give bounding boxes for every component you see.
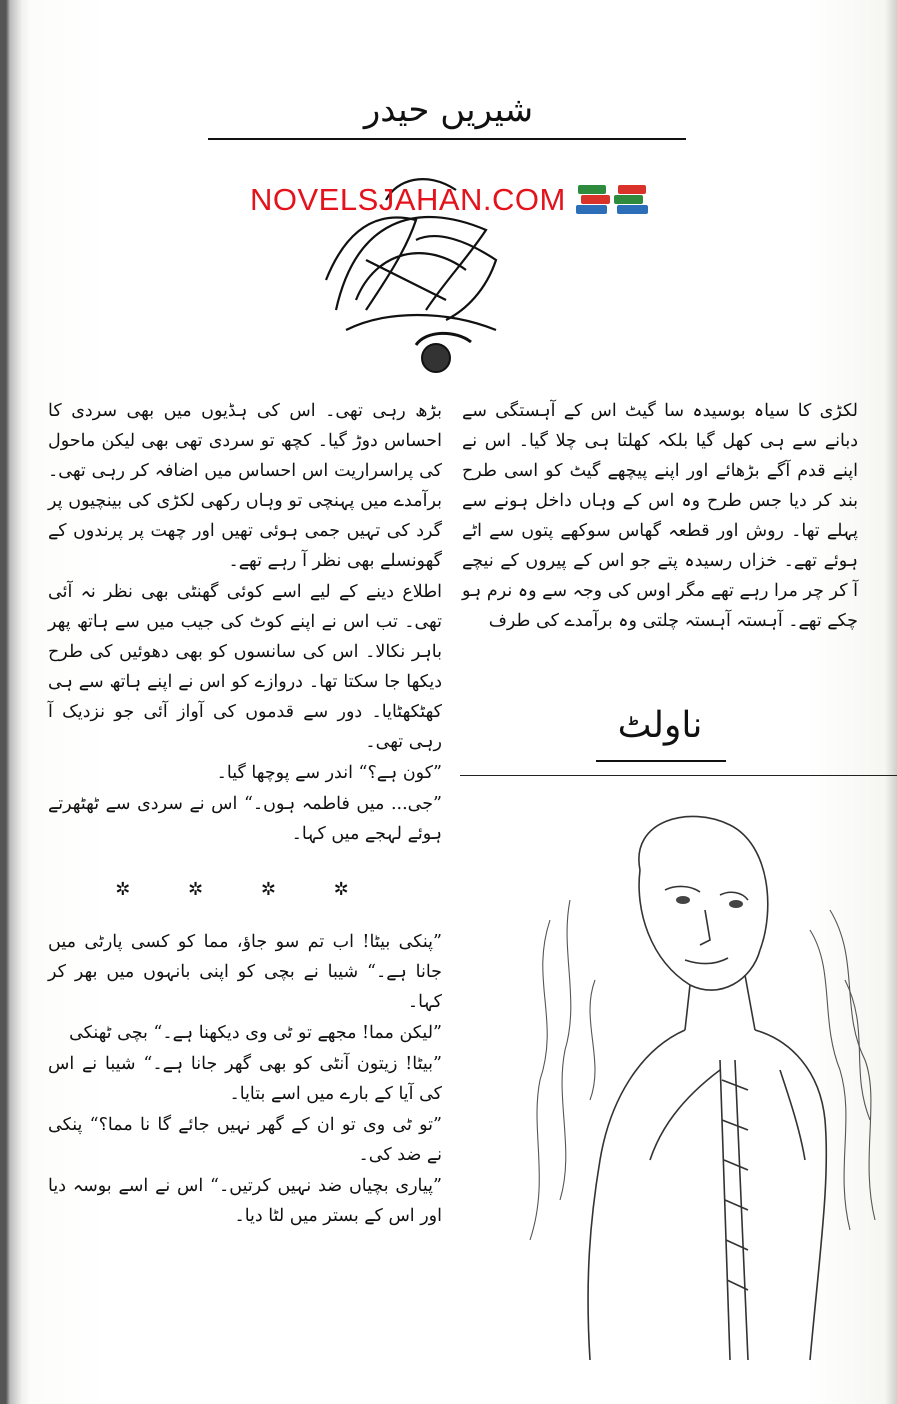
books-icon	[576, 185, 648, 215]
scene-break-stars: ✲ ✲ ✲ ✲	[115, 879, 375, 900]
paragraph: لکڑی کا سیاہ بوسیدہ سا گیٹ اس کے آہستگی سے دبانے سے ہی کھل گیا بلکہ کھلتا ہی چلا گیا۔ اس نے اپنے قدم آگے بڑھائے اور اپنے پیچھے گیٹ کو اسی طرح بند کر دیا جس طرح وہ اس کے وہاں داخل ہونے سے پہلے تھا۔ روش اور قطعہ گھاس سوکھے پتوں سے اٹے ہوئے تھے۔ خزاں رسیدہ پتے جو اس کے پیروں کے نیچے آ کر چر مرا رہے تھے مگر اوس کی وجہ سے وہ نرم ہو چکے تھے۔ آہستہ آہستہ چلتی وہ برآمدے کی طرف	[462, 401, 858, 631]
dialogue-line: ”پنکی بیٹا! اب تم سو جاؤ، مما کو کسی پارٹی میں جانا ہے۔“ شیبا نے بچی کو اپنی بانہوں میں بھر کر کہا۔	[48, 932, 442, 1012]
right-text-column	[462, 396, 858, 637]
dialogue-line: ”جی... میں فاطمہ ہوں۔“ اس نے سردی سے ٹھٹھرتے ہوئے لہجے میں کہا۔	[48, 794, 442, 844]
binding-shadow	[0, 0, 30, 1404]
section-label: ناولٹ	[617, 705, 703, 746]
dialogue-line: ”لیکن مما! مجھے تو ٹی وی دیکھنا ہے۔“ بچی ٹھنکی	[69, 1023, 442, 1043]
dialogue-line: ”تو ٹی وی تو ان کے گھر نہیں جائے گا نا مما؟“ پنکی نے ضد کی۔	[48, 1115, 442, 1165]
left-text-column	[48, 396, 442, 1232]
dialogue-line: ”کون ہے؟“ اندر سے پوچھا گیا۔	[216, 763, 442, 783]
dialogue-line: ”پیاری بچیاں ضد نہیں کرتیں۔“ اس نے اسے بوسہ دیا اور اس کے بستر میں لٹا دیا۔	[48, 1176, 442, 1226]
watermark	[250, 178, 690, 222]
header-rule	[208, 138, 686, 140]
section-underline	[596, 760, 726, 762]
section-divider-rule	[460, 775, 897, 776]
paragraph: بڑھ رہی تھی۔ اس کی ہڈیوں میں بھی سردی کا احساس دوڑ گیا۔ کچھ تو سردی تھی بھی لیکن ماحول کی پراسراریت اس احساس میں اضافہ کر رہی تھی۔ برآمدے میں پہنچی تو وہاں رکھی لکڑی کی بینچیوں پر گرد کی تہیں جمی ہوئی تھیں اور چھت پر پرندوں کے گھونسلے بھی نظر آ رہے تھے۔	[48, 401, 442, 571]
paragraph: اطلاع دینے کے لیے اسے کوئی گھنٹی بھی نظر نہ آئی تھی۔ تب اس نے اپنے کوٹ کی جیب میں سے ہاتھ پھر باہر نکالا۔ اس کی سانسوں کو بھی دھوئیں کی طرح دیکھا جا سکتا تھا۔ دروازے کو اس نے اپنے ہاتھ سے ہی کھٹکھٹایا۔ دور سے قدموں کی آواز آئی جو نزدیک آ رہی تھی۔	[48, 582, 442, 752]
author-name: شیریں حیدر	[363, 90, 534, 130]
watermark-text: NOVELSJAHAN.COM	[250, 182, 566, 217]
woman-sketch-illustration	[490, 800, 890, 1400]
dialogue-line: ”بیٹا! زیتون آنٹی کو بھی گھر جانا ہے۔“ شیبا نے اس کی آیا کے بارے میں اسے بتایا۔	[48, 1054, 442, 1104]
